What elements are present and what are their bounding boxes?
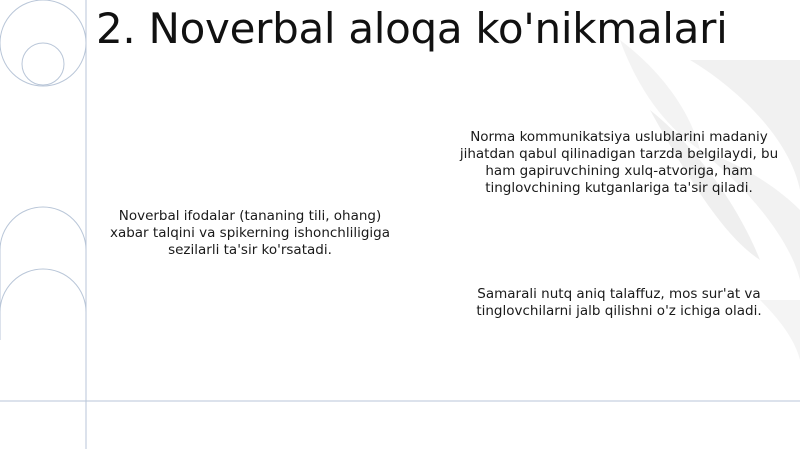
arch-upper (0, 207, 86, 340)
norms-text: Norma kommunikatsiya uslublarini madaniy jihatdan qabul qilinadigan tarzda belgilaydi, bu ham gapiruvchining xulq-atvoriga, ham tinglovchining kutganlariga ta'sir qiladi. (459, 129, 779, 196)
arch-lower (0, 269, 86, 312)
effective-speech-text: Samarali nutq aniq talaffuz, mos sur'at va tinglovchilarni jalb qilishni o'z ichiga oladi. (476, 286, 762, 319)
small-circle (22, 43, 64, 85)
nonverbal-expressions-text: Noverbal ifodalar (tananing tili, ohang) xabar talqini va spikerning ishonchliligiga sezilarli ta'sir ko'rsatadi. (109, 208, 391, 258)
slide-title: 2. Noverbal aloqa ko'nikmalari (96, 4, 728, 53)
